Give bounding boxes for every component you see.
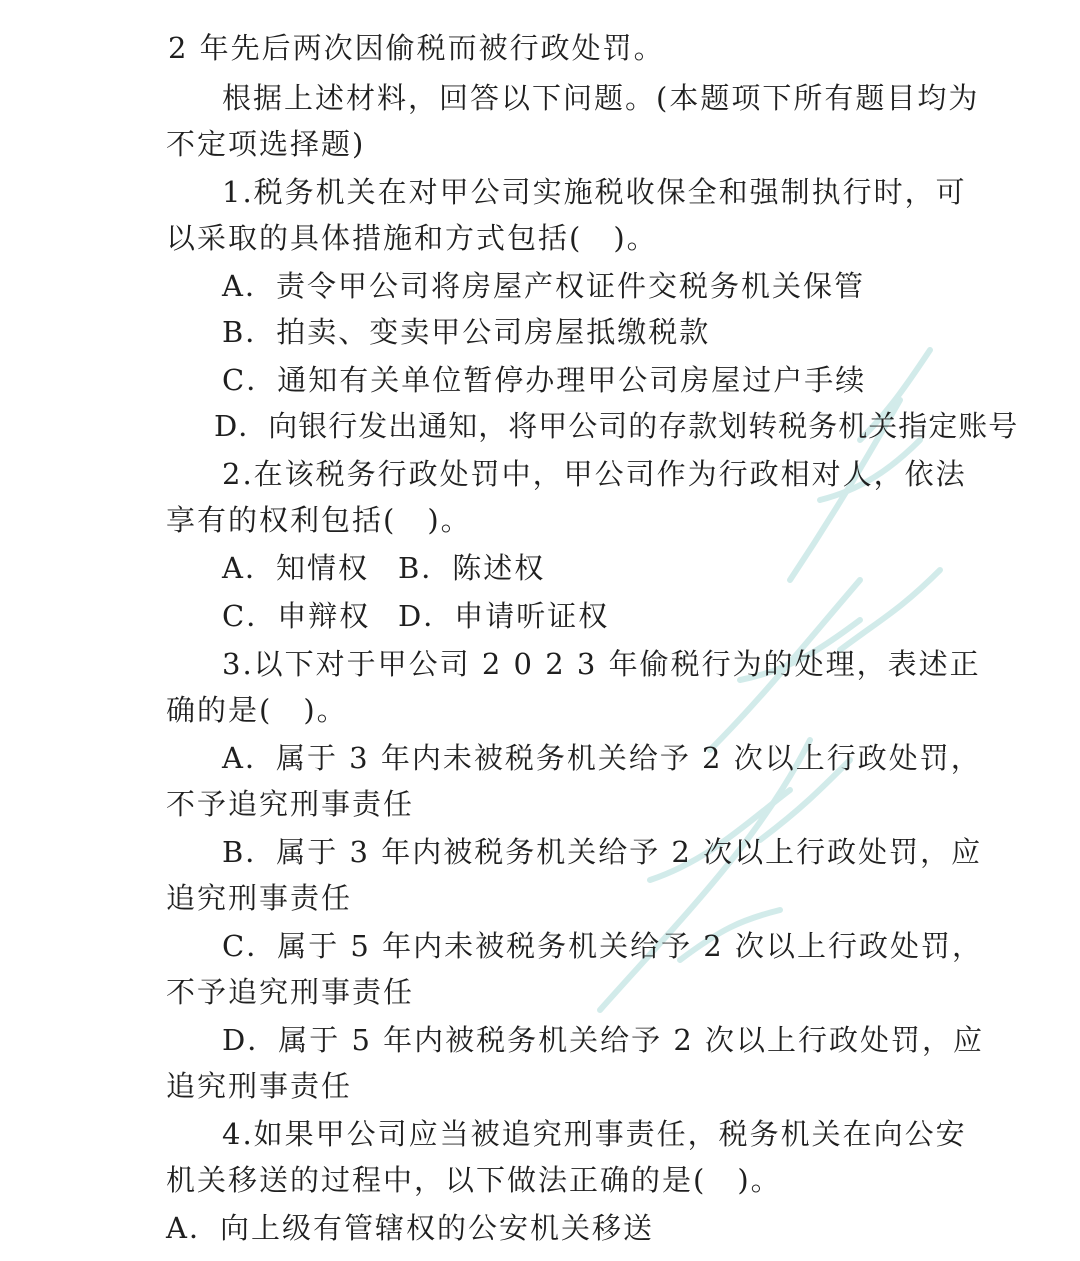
question-3-option-b: 追究刑事责任: [166, 881, 353, 915]
question-3-option-a: A．属于 3 年内未被税务机关给予 2 次以上行政处罚，: [222, 741, 982, 775]
text-line: 根据上述材料，回答以下问题。(本题项下所有题目均为: [222, 81, 980, 115]
question-2-stem: 2.在该税务行政处罚中，甲公司作为行政相对人，依法: [222, 457, 967, 491]
question-4-stem: 机关移送的过程中，以下做法正确的是( )。: [166, 1163, 782, 1197]
question-2-stem: 享有的权利包括( )。: [166, 503, 472, 537]
question-2-option-c: C．申辩权: [222, 599, 371, 633]
question-2-option-a: A．知情权: [222, 551, 369, 585]
question-1-stem: 1.税务机关在对甲公司实施税收保全和强制执行时，可: [222, 175, 967, 209]
question-1-option-b: B．拍卖、变卖甲公司房屋抵缴税款: [222, 315, 711, 349]
text-line: 不定项选择题): [166, 127, 366, 161]
question-3-option-c: C．属于 5 年内未被税务机关给予 2 次以上行政处罚，: [222, 929, 983, 963]
question-4-option-a: A．向上级有管辖权的公安机关移送: [166, 1211, 654, 1245]
question-2-option-d: D．申请听证权: [398, 599, 610, 633]
question-3-option-d: D．属于 5 年内被税务机关给予 2 次以上行政处罚，应: [222, 1023, 985, 1057]
question-1-option-d: D．向银行发出通知，将甲公司的存款划转税务机关指定账号: [214, 409, 1019, 443]
question-3-option-a: 不予追究刑事责任: [166, 787, 415, 821]
question-2-option-b: B．陈述权: [398, 551, 546, 585]
question-1-stem: 以采取的具体措施和方式包括( )。: [166, 221, 658, 255]
question-1-option-a: A．责令甲公司将房屋产权证件交税务机关保管: [222, 269, 865, 303]
question-3-option-d: 追究刑事责任: [166, 1069, 353, 1103]
question-3-stem: 确的是( )。: [166, 693, 348, 727]
question-1-option-c: C．通知有关单位暂停办理甲公司房屋过户手续: [222, 363, 867, 397]
text-line: 2 年先后两次因偷税而被行政处罚。: [168, 31, 665, 65]
question-3-stem: 3.以下对于甲公司 2 0 2 3 年偷税行为的处理，表述正: [222, 647, 981, 681]
question-3-option-c: 不予追究刑事责任: [166, 975, 415, 1009]
question-4-stem: 4.如果甲公司应当被追究刑事责任，税务机关在向公安: [222, 1117, 967, 1151]
question-3-option-b: B．属于 3 年内被税务机关给予 2 次以上行政处罚，应: [222, 835, 983, 869]
